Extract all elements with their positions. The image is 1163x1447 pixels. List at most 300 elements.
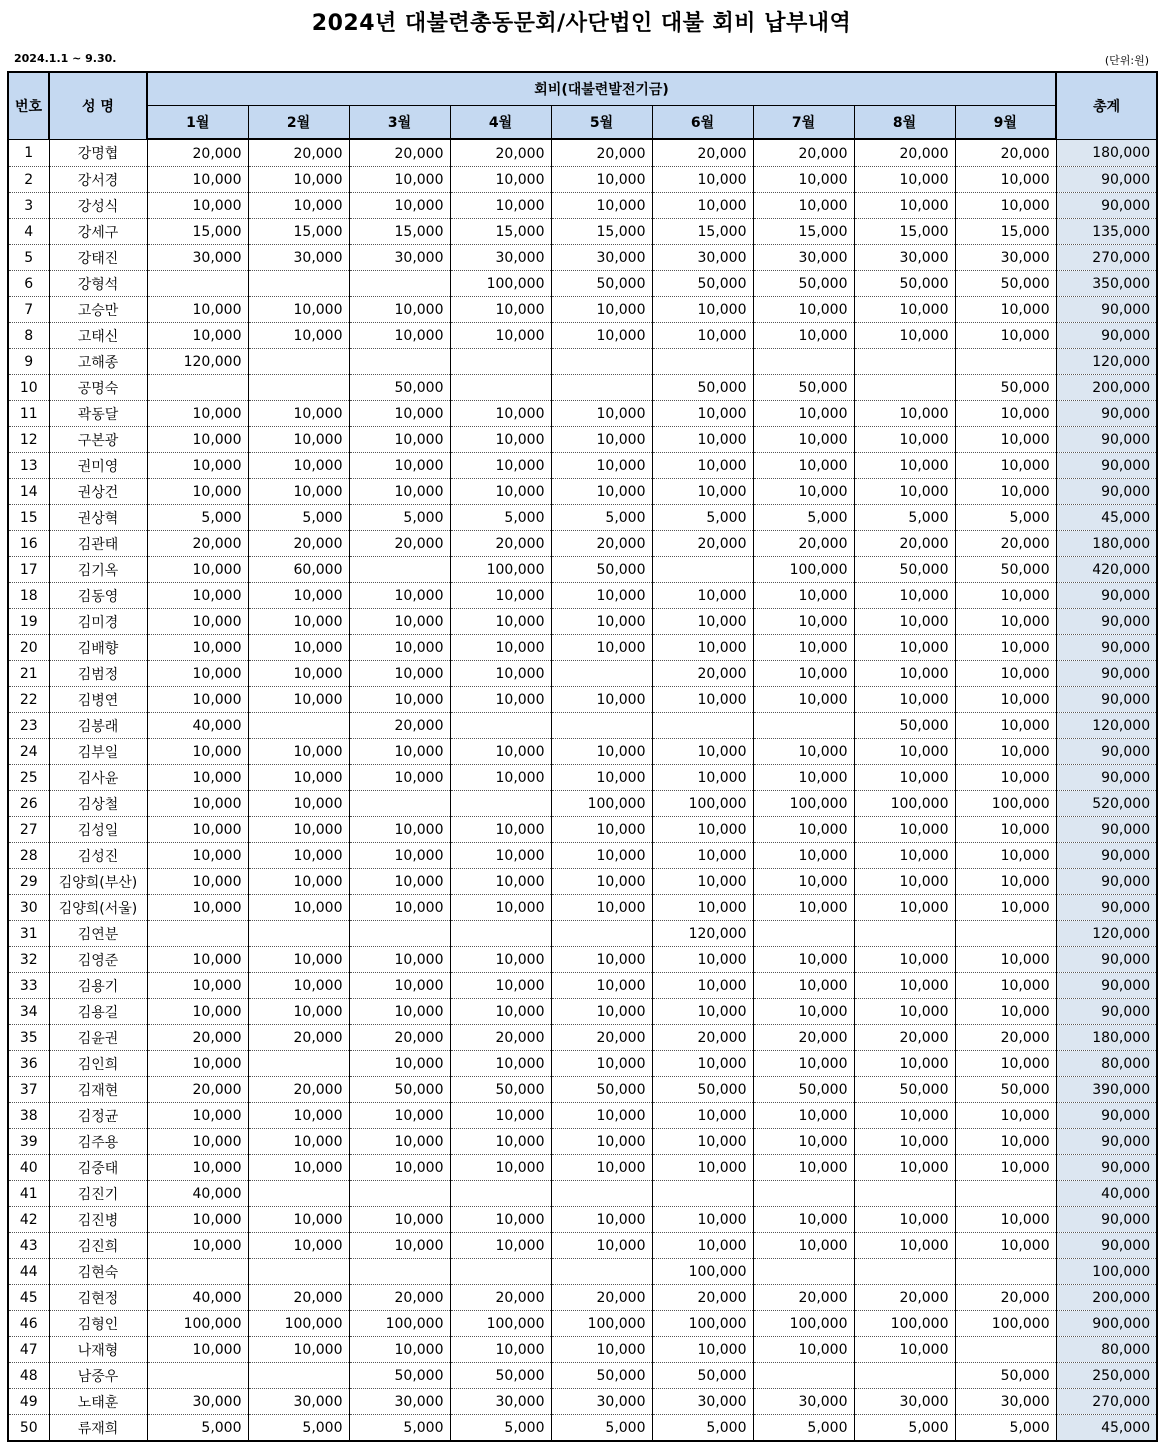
- month-cell: 10,000: [147, 817, 248, 843]
- month-cell: 20,000: [652, 531, 753, 557]
- total-cell: 135,000: [1056, 219, 1157, 245]
- month-cell: 10,000: [349, 635, 450, 661]
- month-cell: 10,000: [955, 193, 1056, 219]
- member-name: 강세구: [49, 219, 147, 245]
- month-cell: 10,000: [248, 661, 349, 687]
- month-cell: [551, 921, 652, 947]
- member-name: 고해종: [49, 349, 147, 375]
- month-cell: [450, 1259, 551, 1285]
- row-number: 42: [8, 1207, 49, 1233]
- month-cell: 20,000: [551, 1285, 652, 1311]
- month-cell: [450, 375, 551, 401]
- month-cell: 10,000: [450, 869, 551, 895]
- table-row: [8, 375, 1157, 401]
- month-cell: 10,000: [551, 1129, 652, 1155]
- member-name: 김용기: [49, 973, 147, 999]
- month-cell: 10,000: [450, 1129, 551, 1155]
- month-cell: 20,000: [248, 139, 349, 167]
- page-title: 2024년 대불련총동문회/사단법인 대불 회비 납부내역: [311, 11, 852, 36]
- member-name: 김상철: [49, 791, 147, 817]
- month-cell: 10,000: [753, 765, 854, 791]
- month-cell: [551, 661, 652, 687]
- month-cell: 10,000: [349, 479, 450, 505]
- table-row: [8, 1311, 1157, 1337]
- month-cell: 10,000: [955, 1051, 1056, 1077]
- month-cell: 15,000: [854, 219, 955, 245]
- month-cell: 50,000: [753, 1077, 854, 1103]
- row-number: 50: [8, 1415, 49, 1442]
- row-number: 14: [8, 479, 49, 505]
- month-cell: 5,000: [551, 505, 652, 531]
- total-cell: 270,000: [1056, 1389, 1157, 1415]
- member-name: 김중태: [49, 1155, 147, 1181]
- month-cell: [753, 713, 854, 739]
- month-cell: 20,000: [349, 1285, 450, 1311]
- month-cell: [955, 349, 1056, 375]
- row-number: 31: [8, 921, 49, 947]
- month-cell: 10,000: [955, 895, 1056, 921]
- month-cell: 10,000: [450, 765, 551, 791]
- month-cell: 10,000: [753, 297, 854, 323]
- row-number: 27: [8, 817, 49, 843]
- table-row: [8, 193, 1157, 219]
- month-cell: 10,000: [753, 635, 854, 661]
- month-cell: 50,000: [955, 1363, 1056, 1389]
- month-cell: 10,000: [652, 765, 753, 791]
- member-name: 김현정: [49, 1285, 147, 1311]
- total-cell: 90,000: [1056, 1129, 1157, 1155]
- table-row: [8, 271, 1157, 297]
- month-cell: 10,000: [147, 583, 248, 609]
- month-cell: 10,000: [955, 453, 1056, 479]
- month-cell: 100,000: [450, 271, 551, 297]
- row-number: 3: [8, 193, 49, 219]
- month-cell: [854, 375, 955, 401]
- month-cell: 10,000: [349, 1233, 450, 1259]
- month-cell: 10,000: [753, 1103, 854, 1129]
- month-cell: 10,000: [652, 1155, 753, 1181]
- month-cell: 10,000: [652, 193, 753, 219]
- row-number: 25: [8, 765, 49, 791]
- month-cell: 10,000: [652, 1337, 753, 1363]
- month-cell: 50,000: [450, 1077, 551, 1103]
- month-cell: 10,000: [349, 297, 450, 323]
- month-cell: 10,000: [955, 1103, 1056, 1129]
- member-name: 김성일: [49, 817, 147, 843]
- month-cell: 50,000: [551, 1077, 652, 1103]
- month-cell: [753, 349, 854, 375]
- month-cell: 10,000: [955, 1155, 1056, 1181]
- month-cell: 10,000: [450, 1207, 551, 1233]
- month-cell: 10,000: [652, 635, 753, 661]
- month-cell: [147, 271, 248, 297]
- month-cell: 10,000: [955, 661, 1056, 687]
- member-name: 김정균: [49, 1103, 147, 1129]
- month-cell: 10,000: [450, 739, 551, 765]
- month-cell: 10,000: [753, 479, 854, 505]
- row-number: 45: [8, 1285, 49, 1311]
- row-number: 6: [8, 271, 49, 297]
- month-cell: 10,000: [551, 687, 652, 713]
- month-cell: 5,000: [248, 1415, 349, 1442]
- total-cell: 90,000: [1056, 869, 1157, 895]
- member-name: 김동영: [49, 583, 147, 609]
- total-cell: 45,000: [1056, 1415, 1157, 1442]
- member-name: 김사윤: [49, 765, 147, 791]
- month-cell: 60,000: [248, 557, 349, 583]
- month-cell: 10,000: [652, 999, 753, 1025]
- month-cell: [652, 349, 753, 375]
- total-cell: 200,000: [1056, 1285, 1157, 1311]
- row-number: 41: [8, 1181, 49, 1207]
- month-cell: 30,000: [955, 245, 1056, 271]
- month-cell: 10,000: [652, 1103, 753, 1129]
- month-cell: 10,000: [349, 999, 450, 1025]
- month-cell: [450, 713, 551, 739]
- month-cell: 15,000: [551, 219, 652, 245]
- month-cell: 5,000: [652, 1415, 753, 1442]
- table-row: [8, 973, 1157, 999]
- table-row: [8, 1259, 1157, 1285]
- month-cell: 20,000: [248, 1285, 349, 1311]
- month-cell: 50,000: [652, 375, 753, 401]
- month-cell: 100,000: [753, 1311, 854, 1337]
- member-name: 김봉래: [49, 713, 147, 739]
- month-cell: 10,000: [753, 843, 854, 869]
- row-number: 21: [8, 661, 49, 687]
- month-cell: 10,000: [854, 167, 955, 193]
- month-cell: 10,000: [854, 401, 955, 427]
- month-cell: 10,000: [349, 609, 450, 635]
- month-cell: 20,000: [955, 1025, 1056, 1051]
- row-number: 18: [8, 583, 49, 609]
- month-cell: 10,000: [248, 193, 349, 219]
- month-cell: 10,000: [248, 843, 349, 869]
- month-cell: 10,000: [450, 973, 551, 999]
- table-row: [8, 869, 1157, 895]
- month-cell: 10,000: [349, 687, 450, 713]
- total-cell: 200,000: [1056, 375, 1157, 401]
- dues-table: [7, 71, 1158, 1442]
- month-cell: [551, 1181, 652, 1207]
- member-name: 김기옥: [49, 557, 147, 583]
- month-cell: [147, 921, 248, 947]
- member-name: 구본광: [49, 427, 147, 453]
- month-cell: 10,000: [652, 479, 753, 505]
- month-cell: 5,000: [955, 505, 1056, 531]
- month-cell: 10,000: [753, 167, 854, 193]
- table-row: [8, 427, 1157, 453]
- month-cell: 10,000: [248, 1103, 349, 1129]
- row-number: 28: [8, 843, 49, 869]
- month-cell: 30,000: [349, 1389, 450, 1415]
- table-row: [8, 557, 1157, 583]
- month-cell: 10,000: [753, 895, 854, 921]
- month-cell: 10,000: [349, 739, 450, 765]
- month-cell: 10,000: [147, 479, 248, 505]
- month-cell: 20,000: [652, 1025, 753, 1051]
- month-cell: 10,000: [147, 843, 248, 869]
- table-row: [8, 1415, 1157, 1442]
- month-cell: 10,000: [147, 999, 248, 1025]
- member-name: 권상건: [49, 479, 147, 505]
- header-month: 1월: [147, 106, 248, 140]
- row-number: 24: [8, 739, 49, 765]
- month-cell: 20,000: [349, 139, 450, 167]
- month-cell: 10,000: [450, 297, 551, 323]
- total-cell: 90,000: [1056, 323, 1157, 349]
- month-cell: 10,000: [652, 401, 753, 427]
- month-cell: 50,000: [551, 557, 652, 583]
- month-cell: 10,000: [652, 323, 753, 349]
- total-cell: 900,000: [1056, 1311, 1157, 1337]
- month-cell: 20,000: [753, 531, 854, 557]
- table-row: [8, 245, 1157, 271]
- row-number: 40: [8, 1155, 49, 1181]
- month-cell: [349, 791, 450, 817]
- total-cell: 90,000: [1056, 583, 1157, 609]
- member-name: 강명협: [49, 139, 147, 167]
- month-cell: 20,000: [147, 1025, 248, 1051]
- member-name: 김진희: [49, 1233, 147, 1259]
- month-cell: 10,000: [854, 739, 955, 765]
- month-cell: 10,000: [955, 167, 1056, 193]
- table-row: [8, 1077, 1157, 1103]
- month-cell: 10,000: [147, 557, 248, 583]
- month-cell: 10,000: [349, 869, 450, 895]
- month-cell: [652, 713, 753, 739]
- member-name: 김관태: [49, 531, 147, 557]
- month-cell: 100,000: [652, 1311, 753, 1337]
- month-cell: 10,000: [753, 401, 854, 427]
- month-cell: 10,000: [551, 401, 652, 427]
- row-number: 22: [8, 687, 49, 713]
- month-cell: 10,000: [854, 609, 955, 635]
- month-cell: [248, 271, 349, 297]
- month-cell: [248, 1051, 349, 1077]
- month-cell: 40,000: [147, 1285, 248, 1311]
- month-cell: 10,000: [349, 843, 450, 869]
- month-cell: 10,000: [551, 843, 652, 869]
- month-cell: 10,000: [349, 1207, 450, 1233]
- member-name: 김재현: [49, 1077, 147, 1103]
- member-name: 김연분: [49, 921, 147, 947]
- month-cell: 10,000: [349, 661, 450, 687]
- month-cell: 10,000: [349, 895, 450, 921]
- member-name: 강성식: [49, 193, 147, 219]
- month-cell: 10,000: [248, 765, 349, 791]
- member-name: 김현숙: [49, 1259, 147, 1285]
- month-cell: 10,000: [854, 635, 955, 661]
- row-number: 26: [8, 791, 49, 817]
- month-cell: 50,000: [955, 1077, 1056, 1103]
- month-cell: 10,000: [854, 973, 955, 999]
- month-cell: 10,000: [854, 947, 955, 973]
- month-cell: 10,000: [450, 1337, 551, 1363]
- table-row: [8, 1155, 1157, 1181]
- month-cell: 10,000: [753, 193, 854, 219]
- table-row: [8, 1363, 1157, 1389]
- month-cell: 10,000: [753, 947, 854, 973]
- month-cell: 10,000: [450, 843, 551, 869]
- month-cell: 10,000: [147, 297, 248, 323]
- month-cell: 50,000: [955, 375, 1056, 401]
- table-row: [8, 219, 1157, 245]
- month-cell: 5,000: [955, 1415, 1056, 1442]
- table-row: [8, 791, 1157, 817]
- month-cell: 10,000: [248, 999, 349, 1025]
- month-cell: 10,000: [147, 167, 248, 193]
- total-cell: 80,000: [1056, 1337, 1157, 1363]
- month-cell: 10,000: [450, 895, 551, 921]
- month-cell: [551, 713, 652, 739]
- month-cell: 10,000: [349, 453, 450, 479]
- month-cell: 20,000: [854, 531, 955, 557]
- month-cell: 10,000: [147, 1337, 248, 1363]
- month-cell: [753, 1363, 854, 1389]
- month-cell: 5,000: [854, 1415, 955, 1442]
- month-cell: 10,000: [652, 869, 753, 895]
- month-cell: 10,000: [551, 765, 652, 791]
- row-number: 15: [8, 505, 49, 531]
- total-cell: 120,000: [1056, 921, 1157, 947]
- month-cell: [955, 921, 1056, 947]
- month-cell: 20,000: [147, 531, 248, 557]
- month-cell: 20,000: [854, 1285, 955, 1311]
- total-cell: 180,000: [1056, 531, 1157, 557]
- table-body: [8, 139, 1157, 1441]
- month-cell: 10,000: [854, 427, 955, 453]
- month-cell: [248, 1181, 349, 1207]
- month-cell: 10,000: [248, 635, 349, 661]
- month-cell: 10,000: [753, 973, 854, 999]
- total-cell: 250,000: [1056, 1363, 1157, 1389]
- month-cell: 50,000: [854, 1077, 955, 1103]
- month-cell: 10,000: [652, 1129, 753, 1155]
- month-cell: 20,000: [753, 1025, 854, 1051]
- month-cell: 10,000: [652, 297, 753, 323]
- month-cell: [955, 1181, 1056, 1207]
- month-cell: 10,000: [147, 193, 248, 219]
- member-name: 공명숙: [49, 375, 147, 401]
- month-cell: 20,000: [147, 139, 248, 167]
- month-cell: [551, 1259, 652, 1285]
- month-cell: 10,000: [955, 583, 1056, 609]
- member-name: 김주용: [49, 1129, 147, 1155]
- month-cell: [652, 1181, 753, 1207]
- month-cell: 20,000: [349, 713, 450, 739]
- month-cell: 10,000: [147, 1155, 248, 1181]
- month-cell: 10,000: [450, 999, 551, 1025]
- row-number: 7: [8, 297, 49, 323]
- total-cell: 90,000: [1056, 661, 1157, 687]
- month-cell: 10,000: [652, 167, 753, 193]
- month-cell: 100,000: [349, 1311, 450, 1337]
- total-cell: 390,000: [1056, 1077, 1157, 1103]
- month-cell: 50,000: [450, 1363, 551, 1389]
- row-number: 34: [8, 999, 49, 1025]
- member-name: 김진기: [49, 1181, 147, 1207]
- month-cell: 20,000: [955, 139, 1056, 167]
- row-number: 19: [8, 609, 49, 635]
- total-cell: 90,000: [1056, 401, 1157, 427]
- month-cell: 10,000: [652, 947, 753, 973]
- month-cell: 10,000: [955, 999, 1056, 1025]
- table-row: [8, 349, 1157, 375]
- month-cell: 10,000: [349, 1051, 450, 1077]
- month-cell: 20,000: [450, 139, 551, 167]
- month-cell: [854, 1363, 955, 1389]
- month-cell: 10,000: [450, 193, 551, 219]
- month-cell: 5,000: [753, 505, 854, 531]
- month-cell: 10,000: [955, 1207, 1056, 1233]
- month-cell: 40,000: [147, 713, 248, 739]
- month-cell: 10,000: [551, 167, 652, 193]
- member-name: 노태훈: [49, 1389, 147, 1415]
- row-number: 23: [8, 713, 49, 739]
- month-cell: 50,000: [349, 1363, 450, 1389]
- month-cell: 10,000: [248, 401, 349, 427]
- month-cell: [450, 349, 551, 375]
- month-cell: 10,000: [450, 817, 551, 843]
- row-number: 16: [8, 531, 49, 557]
- month-cell: 10,000: [652, 1207, 753, 1233]
- month-cell: 10,000: [349, 947, 450, 973]
- month-cell: 10,000: [551, 999, 652, 1025]
- month-cell: 10,000: [753, 1155, 854, 1181]
- month-cell: 10,000: [450, 1103, 551, 1129]
- month-cell: 15,000: [147, 219, 248, 245]
- table-row: [8, 1389, 1157, 1415]
- month-cell: 50,000: [753, 375, 854, 401]
- month-cell: 10,000: [349, 323, 450, 349]
- month-cell: 10,000: [248, 453, 349, 479]
- table-row: [8, 583, 1157, 609]
- table-row: [8, 661, 1157, 687]
- total-cell: 90,000: [1056, 817, 1157, 843]
- month-cell: 10,000: [854, 1337, 955, 1363]
- month-cell: 10,000: [753, 1207, 854, 1233]
- member-name: 김병연: [49, 687, 147, 713]
- month-cell: 50,000: [349, 1077, 450, 1103]
- month-cell: 50,000: [854, 271, 955, 297]
- table-row: [8, 609, 1157, 635]
- month-cell: 10,000: [753, 869, 854, 895]
- header-name: 성 명: [49, 72, 147, 139]
- row-number: 8: [8, 323, 49, 349]
- month-cell: 10,000: [854, 323, 955, 349]
- month-cell: 10,000: [248, 297, 349, 323]
- month-cell: 120,000: [147, 349, 248, 375]
- month-cell: 15,000: [652, 219, 753, 245]
- member-name: 강서경: [49, 167, 147, 193]
- month-cell: 20,000: [450, 1285, 551, 1311]
- month-cell: 30,000: [652, 1389, 753, 1415]
- member-name: 강태진: [49, 245, 147, 271]
- month-cell: [349, 271, 450, 297]
- row-number: 32: [8, 947, 49, 973]
- month-cell: 10,000: [450, 167, 551, 193]
- member-name: 김진병: [49, 1207, 147, 1233]
- month-cell: 10,000: [147, 1233, 248, 1259]
- month-cell: [248, 375, 349, 401]
- member-name: 김양희(부산): [49, 869, 147, 895]
- month-cell: 10,000: [854, 661, 955, 687]
- table-row: [8, 765, 1157, 791]
- month-cell: 5,000: [248, 505, 349, 531]
- month-cell: 15,000: [450, 219, 551, 245]
- table-row: [8, 921, 1157, 947]
